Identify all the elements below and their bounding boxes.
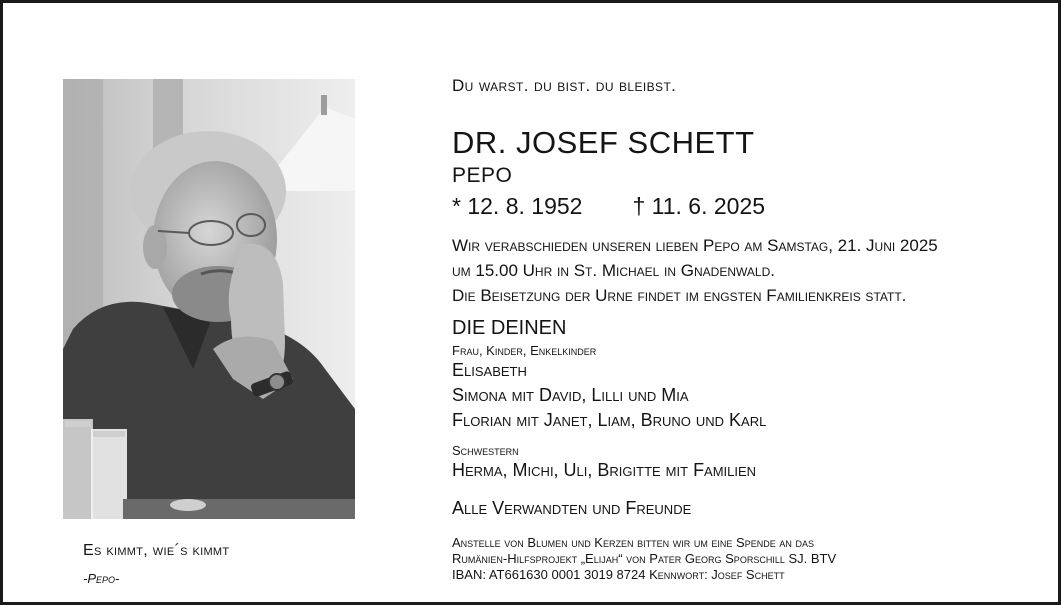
donation-line: Rumänien-Hilfsprojekt „Elijah“ von Pater Georg Sporschill SJ. BTV — [452, 551, 837, 566]
donation-line: IBAN: AT661630 0001 3019 8724 Kennwort: Josef Schett — [452, 567, 785, 582]
family-member: Elisabeth — [452, 360, 527, 380]
family-label: Frau, Kinder, Enkelkinder — [452, 343, 597, 358]
quote-text: Es kimmt, wie´s kimmt — [83, 542, 230, 559]
siblings-list: Herma, Michi, Uli, Brigitte mit Familien — [452, 460, 757, 480]
deceased-name: DR. JOSEF SCHETT — [452, 125, 755, 160]
family-list — [452, 358, 1052, 433]
mourners-heading: DIE DEINEN — [452, 317, 567, 339]
death-date: † 11. 6. 2025 — [632, 193, 766, 219]
quote-signature: -Pepo- — [83, 571, 120, 586]
ceremony-info — [452, 233, 1052, 308]
family-member: Simona mit David, Lilli und Mia — [452, 385, 689, 405]
ceremony-line: Die Beisetzung der Urne findet im engsten Familienkreis statt. — [452, 286, 907, 305]
portrait-photo — [63, 79, 355, 519]
ceremony-line: um 15.00 Uhr in St. Michael in Gnadenwald. — [452, 261, 775, 280]
motto: Du warst. du bist. du bleibst. — [452, 76, 677, 95]
family-member: Florian mit Janet, Liam, Bruno und Karl — [452, 410, 767, 430]
donation-line: Anstelle von Blumen und Kerzen bitten wir um eine Spende an das — [452, 535, 814, 550]
donation-info — [452, 535, 1052, 583]
birth-date: * 12. 8. 1952 — [452, 193, 583, 219]
life-dates — [452, 193, 1052, 220]
siblings-label: Schwestern — [452, 443, 519, 458]
relatives-line: Alle Verwandten und Freunde — [452, 498, 692, 518]
nickname: PEPO — [452, 164, 513, 187]
ceremony-line: Wir verabschieden unseren lieben Pepo am Samstag, 21. Juni 2025 — [452, 236, 938, 255]
